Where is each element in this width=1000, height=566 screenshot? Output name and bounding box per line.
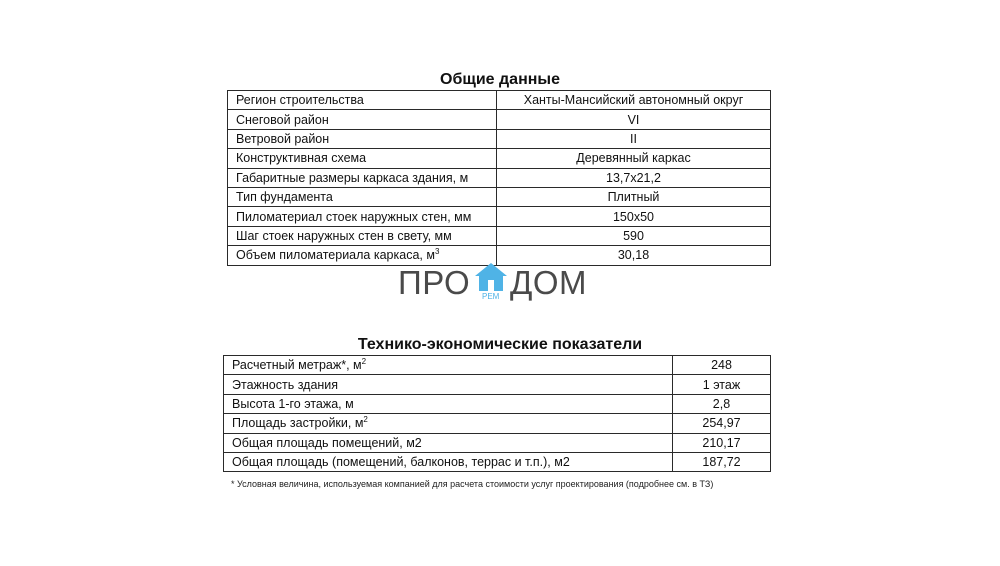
row-label: Снеговой район	[228, 110, 497, 129]
unit-superscript: 2	[361, 357, 367, 367]
watermark-left-text: ПРО	[398, 264, 471, 301]
table-row	[228, 187, 771, 206]
row-label: Общая площадь помещений, м2	[224, 433, 673, 452]
table-row	[228, 207, 771, 226]
table-row	[224, 433, 771, 452]
row-value: II	[497, 129, 771, 148]
table-row	[224, 394, 771, 413]
row-label: Габаритные размеры каркаса здания, м	[228, 168, 497, 187]
row-label: Ветровой район	[228, 129, 497, 148]
row-label-cell	[224, 356, 673, 375]
table-row	[224, 375, 771, 394]
table-row	[224, 414, 771, 433]
row-label: Регион строительства	[228, 91, 497, 110]
tech-indicators-title: Технико-экономические показатели	[357, 336, 643, 353]
row-value: VI	[497, 110, 771, 129]
row-value: 210,17	[673, 433, 771, 452]
row-label: Тип фундамента	[228, 187, 497, 206]
general-data-title: Общие данные	[440, 71, 560, 88]
table-row	[224, 356, 771, 375]
row-label: Этажность здания	[224, 375, 673, 394]
table-row	[224, 452, 771, 471]
tech-indicators-table	[223, 355, 771, 472]
row-value: Ханты-Мансийский автономный округ	[497, 91, 771, 110]
watermark-small-text: РЕМ	[482, 292, 500, 301]
row-label: Общая площадь (помещений, балконов, террас и т.п.), м2	[224, 452, 673, 471]
table-row	[228, 91, 771, 110]
unit-superscript: 3	[434, 247, 440, 257]
row-label: Пиломатериал стоек наружных стен, мм	[228, 207, 497, 226]
row-value: 2,8	[673, 394, 771, 413]
row-value: 13,7x21,2	[497, 168, 771, 187]
row-label: Объем пиломатериала каркаса, м	[236, 248, 435, 263]
general-data-table	[227, 90, 771, 266]
table-row	[228, 168, 771, 187]
row-label-cell	[224, 414, 673, 433]
row-label: Площадь застройки, м	[232, 416, 364, 431]
row-value: 248	[673, 356, 771, 375]
row-value: Деревянный каркас	[497, 149, 771, 168]
table-row	[228, 110, 771, 129]
row-label: Расчетный метраж*, м	[232, 358, 362, 373]
unit-superscript: 2	[363, 415, 368, 425]
table-row	[228, 226, 771, 245]
row-value: 30,18	[497, 246, 771, 265]
row-value: 254,97	[673, 414, 771, 433]
row-value: 187,72	[673, 452, 771, 471]
table-row	[228, 129, 771, 148]
row-value: 150x50	[497, 207, 771, 226]
row-label: Высота 1-го этажа, м	[224, 394, 673, 413]
row-value: 590	[497, 226, 771, 245]
house-icon	[474, 262, 508, 292]
watermark-right-text: ДОМ	[510, 264, 588, 301]
pro-dom-watermark-logo	[398, 262, 608, 302]
row-value: Плитный	[497, 187, 771, 206]
row-label: Шаг стоек наружных стен в свету, мм	[228, 226, 497, 245]
row-value: 1 этаж	[673, 375, 771, 394]
row-label: Конструктивная схема	[228, 149, 497, 168]
table-row	[228, 149, 771, 168]
footnote: * Условная величина, используемая компанией для расчета стоимости услуг проектирования (подробнее см. в ТЗ)	[231, 479, 714, 489]
